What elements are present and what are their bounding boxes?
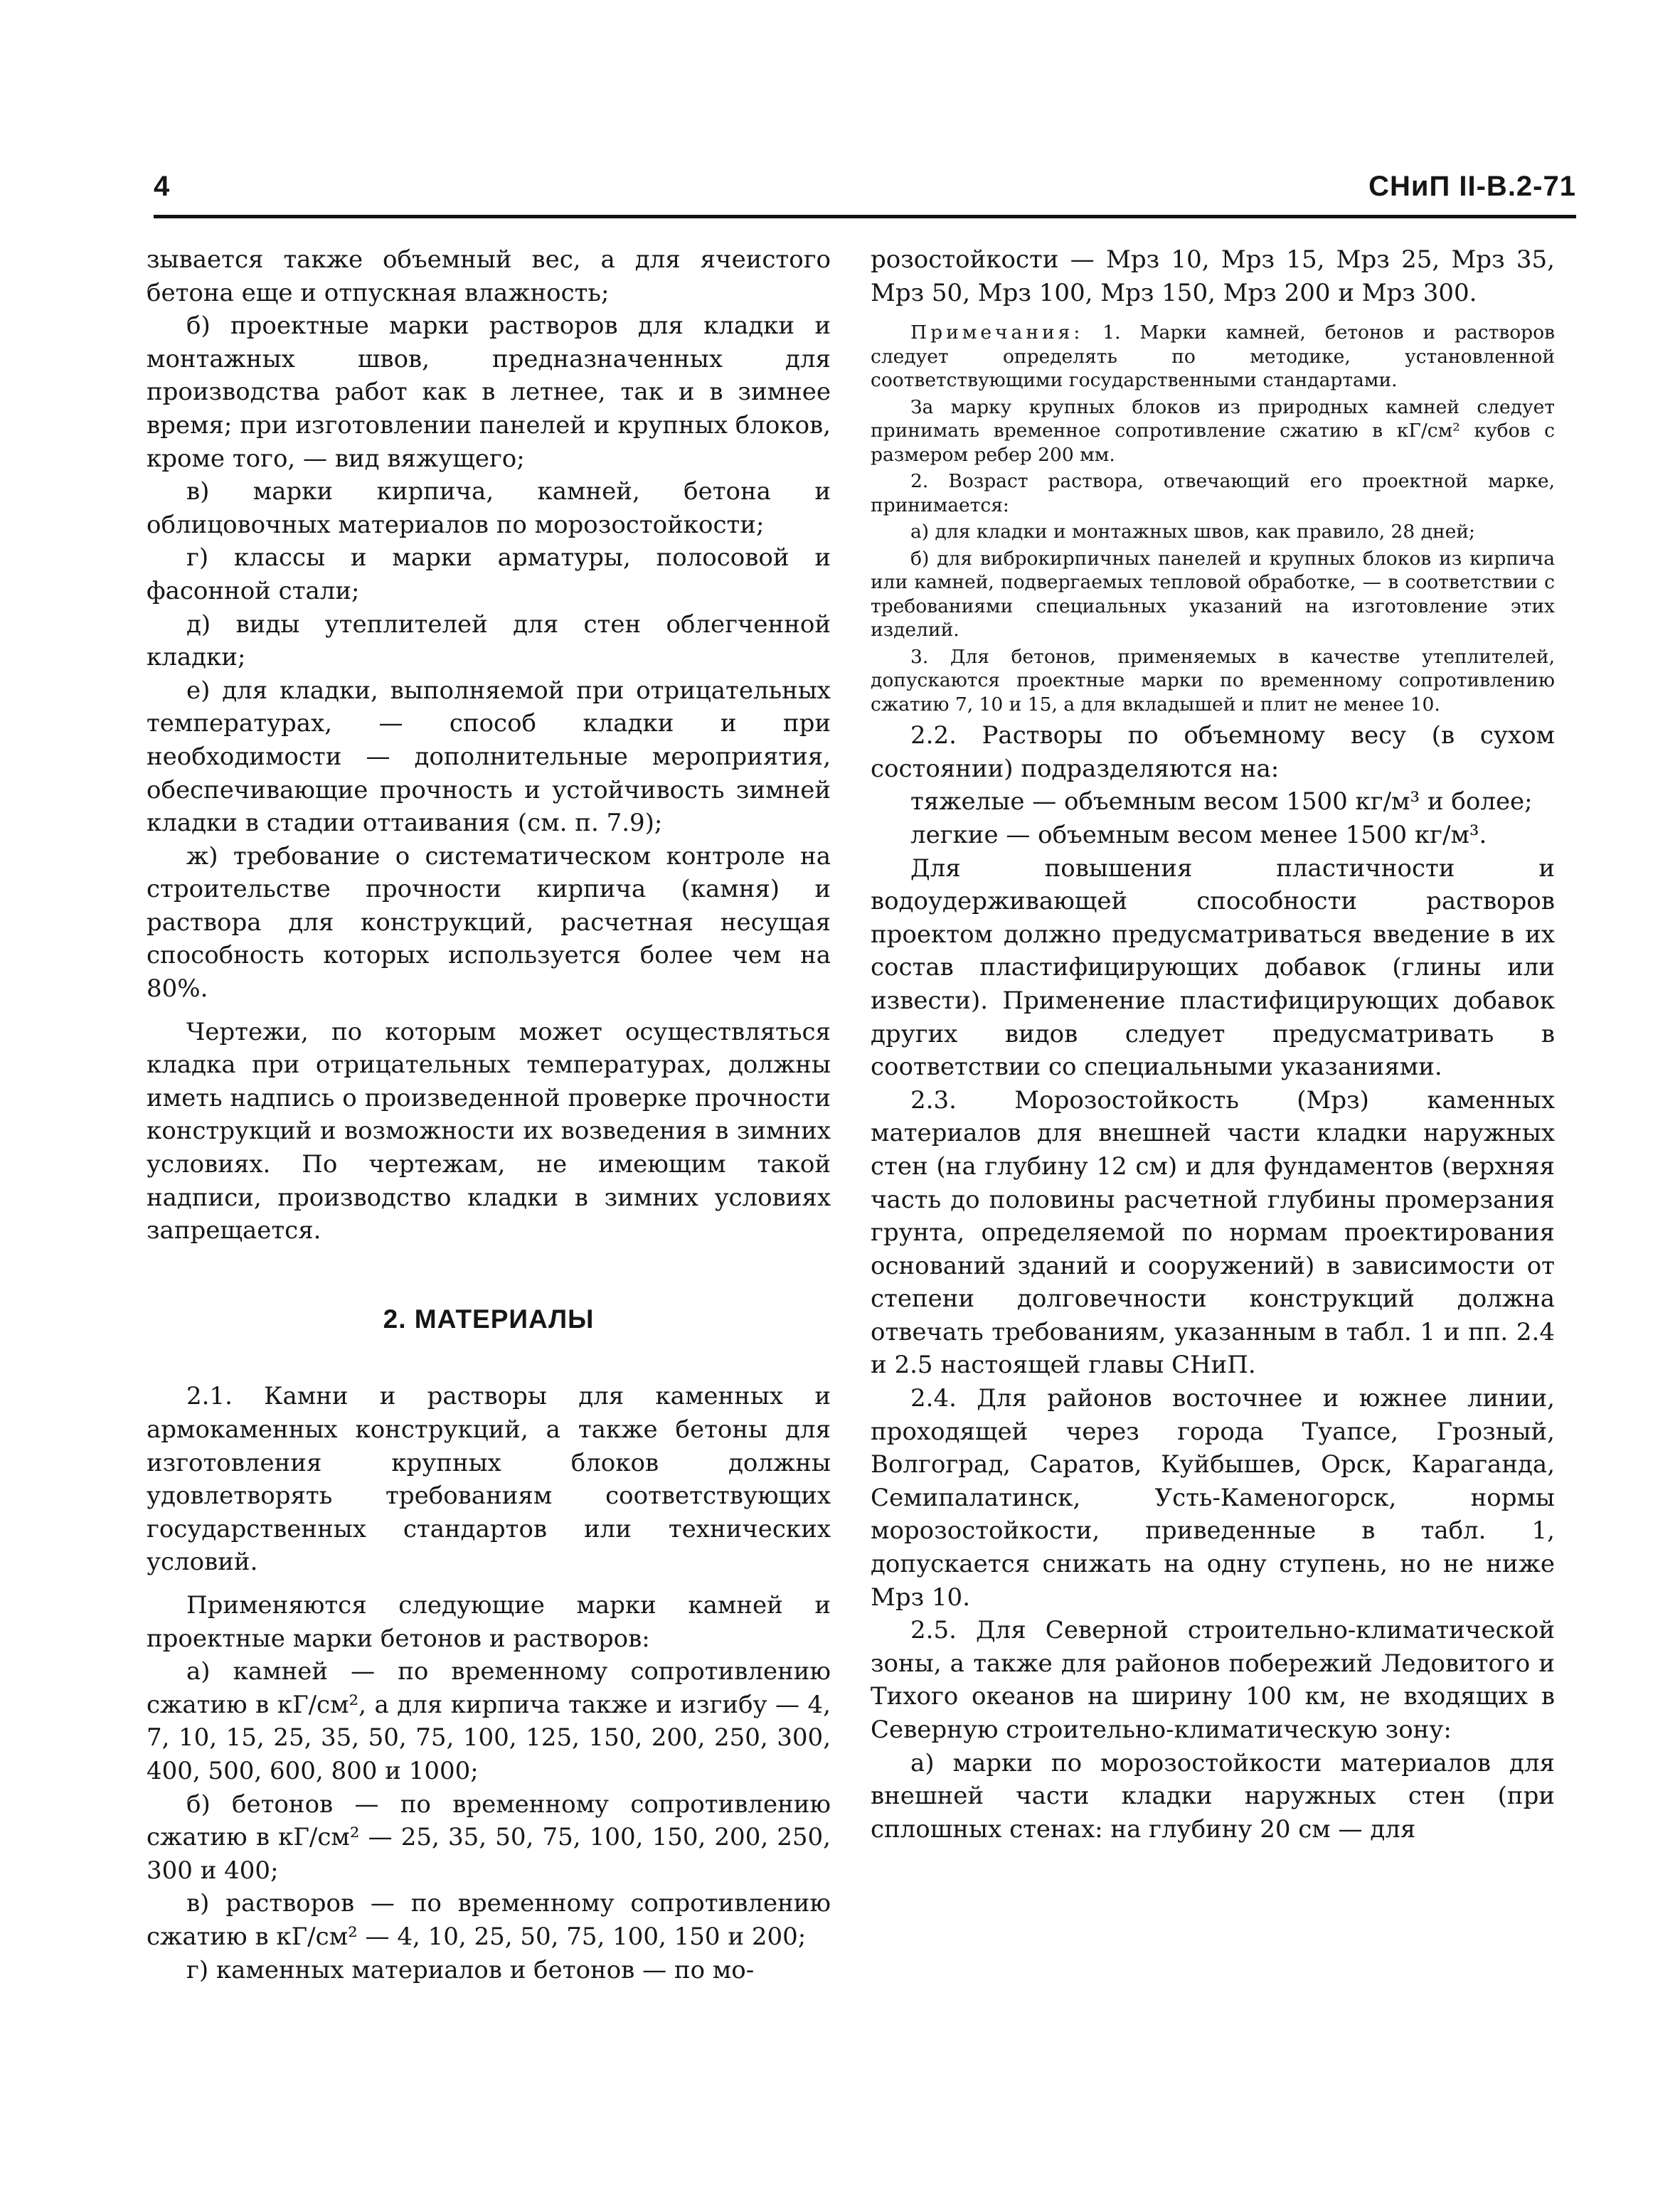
list-item-zh: ж) требование о систематическом контроле на строительстве прочности кирпича (камня) и раствора для конструкций, расчетная несущая способность которых используется более чем на 80%. xyxy=(147,841,831,1004)
list-item-v: в) марки кирпича, камней, бетона и облицовочных материалов по морозостойкости; xyxy=(147,477,831,539)
paragraph: Применяются следующие марки камней и проектные марки бетонов и растворов: xyxy=(147,1590,831,1653)
section-title: 2. МАТЕРИАЛЫ xyxy=(383,1304,595,1334)
document-code: СНиП II-В.2-71 xyxy=(1368,171,1576,202)
note-text: б) для виброкирпичных панелей и крупных блоков из кирпича или камней, подвергаемых тепловой обработке, — в соответствии с требованиями специальных указаний на изготовление этих изделий. xyxy=(871,547,1555,642)
paragraph: Чертежи, по которым может осуществляться кладка при отрицательных температурах, должны иметь надпись о произведенной проверке прочности конструкций и возможности их возведения в зимних условиях. По чертежам, не имеющим такой надписи, производство кладки в зимних условиях запрещается. xyxy=(147,1017,831,1245)
list-item-g: г) каменных материалов и бетонов — по мо- xyxy=(186,1955,755,1984)
list-item: тяжелые — объемным весом 1500 кг/м³ и более; xyxy=(910,787,1533,817)
list-item-g: г) классы и марки арматуры, полосовой и фасонной стали; xyxy=(147,543,831,605)
list-item-b: б) проектные марки растворов для кладки и монтажных швов, предназначенных для производства работ как в летнее, так и в зимнее время; при изготовлении панелей и крупных блоков, кроме того, — вид вяжущего; xyxy=(147,312,831,473)
clause-2-2: 2.2. Растворы по объемному весу (в сухом состоянии) подразделяются на: xyxy=(871,721,1555,783)
note-text: За марку крупных блоков из природных камней следует принимать временное сопротивление сжатию в кГ/см² кубов с размером ребер 200 мм. xyxy=(871,395,1555,466)
notes-label: Примечания: xyxy=(910,321,1084,344)
left-column xyxy=(147,243,831,1987)
list-item-b: б) бетонов — по временному сопротивлению сжатию в кГ/см² — 25, 35, 50, 75, 100, 150, 200, 250, 300 и 400; xyxy=(147,1790,831,1885)
list-item-a: а) камней — по временному сопротивлению сжатию в кГ/см², а для кирпича также и изгибу — 4, 7, 10, 15, 25, 35, 50, 75, 100, 125, 150, 200, 250, 300, 400, 500, 600, 800 и 1000; xyxy=(147,1657,831,1785)
clause-2-4: 2.4. Для районов восточнее и южнее линии, проходящей через города Туапсе, Грозный, Волгоград, Саратов, Куйбышев, Орск, Караганда, Семипалатинск, Усть-Каменогорск, нормы морозостойкости, приведенные в табл. 1, допускается снижать на одну ступень, но не ниже Мрз 10. xyxy=(871,1384,1555,1612)
list-item-v: в) растворов — по временному сопротивлению сжатию в кГ/см² — 4, 10, 25, 50, 75, 100, 150 и 200; xyxy=(147,1889,831,1951)
note-text: 2. Возраст раствора, отвечающий его проектной марке, принимается: xyxy=(871,470,1555,516)
right-column xyxy=(871,243,1555,1846)
list-item-a: а) марки по морозостойкости материалов для внешней части кладки наружных стен (при сплошных стенах: на глубину 20 см — для xyxy=(871,1748,1555,1844)
paragraph: Для повышения пластичности и водоудерживающей способности растворов проектом должно предусматриваться введение в их состав пластифицирующих добавок (глины или извести). Применение пластифицирующих добавок других видов следует предусматривать в соответствии со специальными указаниями. xyxy=(871,854,1555,1082)
notes-block xyxy=(871,321,1555,716)
note-text: а) для кладки и монтажных швов, как правило, 28 дней; xyxy=(910,521,1475,543)
page-header xyxy=(154,169,1576,218)
page-number: 4 xyxy=(154,171,170,202)
paragraph: розостойкости — Мрз 10, Мрз 15, Мрз 25, Мрз 35, Мрз 50, Мрз 100, Мрз 150, Мрз 200 и Мрз 300. xyxy=(871,245,1555,307)
clause-2-3: 2.3. Морозостойкость (Мрз) каменных материалов для внешней части кладки наружных стен (на глубину 12 см) и для фундаментов (верхняя часть до половины расчетной глубины промерзания грунта, определяемой по нормам проектирования оснований зданий и сооружений) в зависимости от степени долговечности конструкций должна отвечать требованиям, указанным в табл. 1 и пп. 2.4 и 2.5 настоящей главы СНиП. xyxy=(871,1085,1555,1380)
list-item-e: е) для кладки, выполняемой при отрицательных температурах, — способ кладки и при необходимости — дополнительные мероприятия, обеспечивающие прочность и устойчивость зимней кладки в стадии оттаивания (см. п. 7.9); xyxy=(147,676,831,838)
list-item: легкие — объемным весом менее 1500 кг/м³. xyxy=(910,820,1487,849)
clause-2-5: 2.5. Для Северной строительно-климатической зоны, а также для районов побережий Ледовитого и Тихого океанов на ширину 100 км, не входящих в Северную строительно-климатическую зону: xyxy=(871,1616,1555,1744)
note-text: 1. Марки камней, бетонов и растворов следует определять по методике, установленной соответствующими государственными стандартами. xyxy=(871,321,1555,392)
clause-2-1: 2.1. Камни и растворы для каменных и армокаменных конструкций, а также бетоны для изготовления крупных блоков должны удовлетворять требованиям соответствующих государственных стандартов или технических условий. xyxy=(147,1382,831,1577)
paragraph: зывается также объемный вес, а для ячеистого бетона еще и отпускная влажность; xyxy=(147,245,831,307)
list-item-d: д) виды утеплителей для стен облегченной кладки; xyxy=(147,610,831,672)
note-text: 3. Для бетонов, применяемых в качестве утеплителей, допускаются проектные марки по временному сопротивлению сжатию 7, 10 и 15, а для вкладышей и плит не менее 10. xyxy=(871,645,1555,716)
